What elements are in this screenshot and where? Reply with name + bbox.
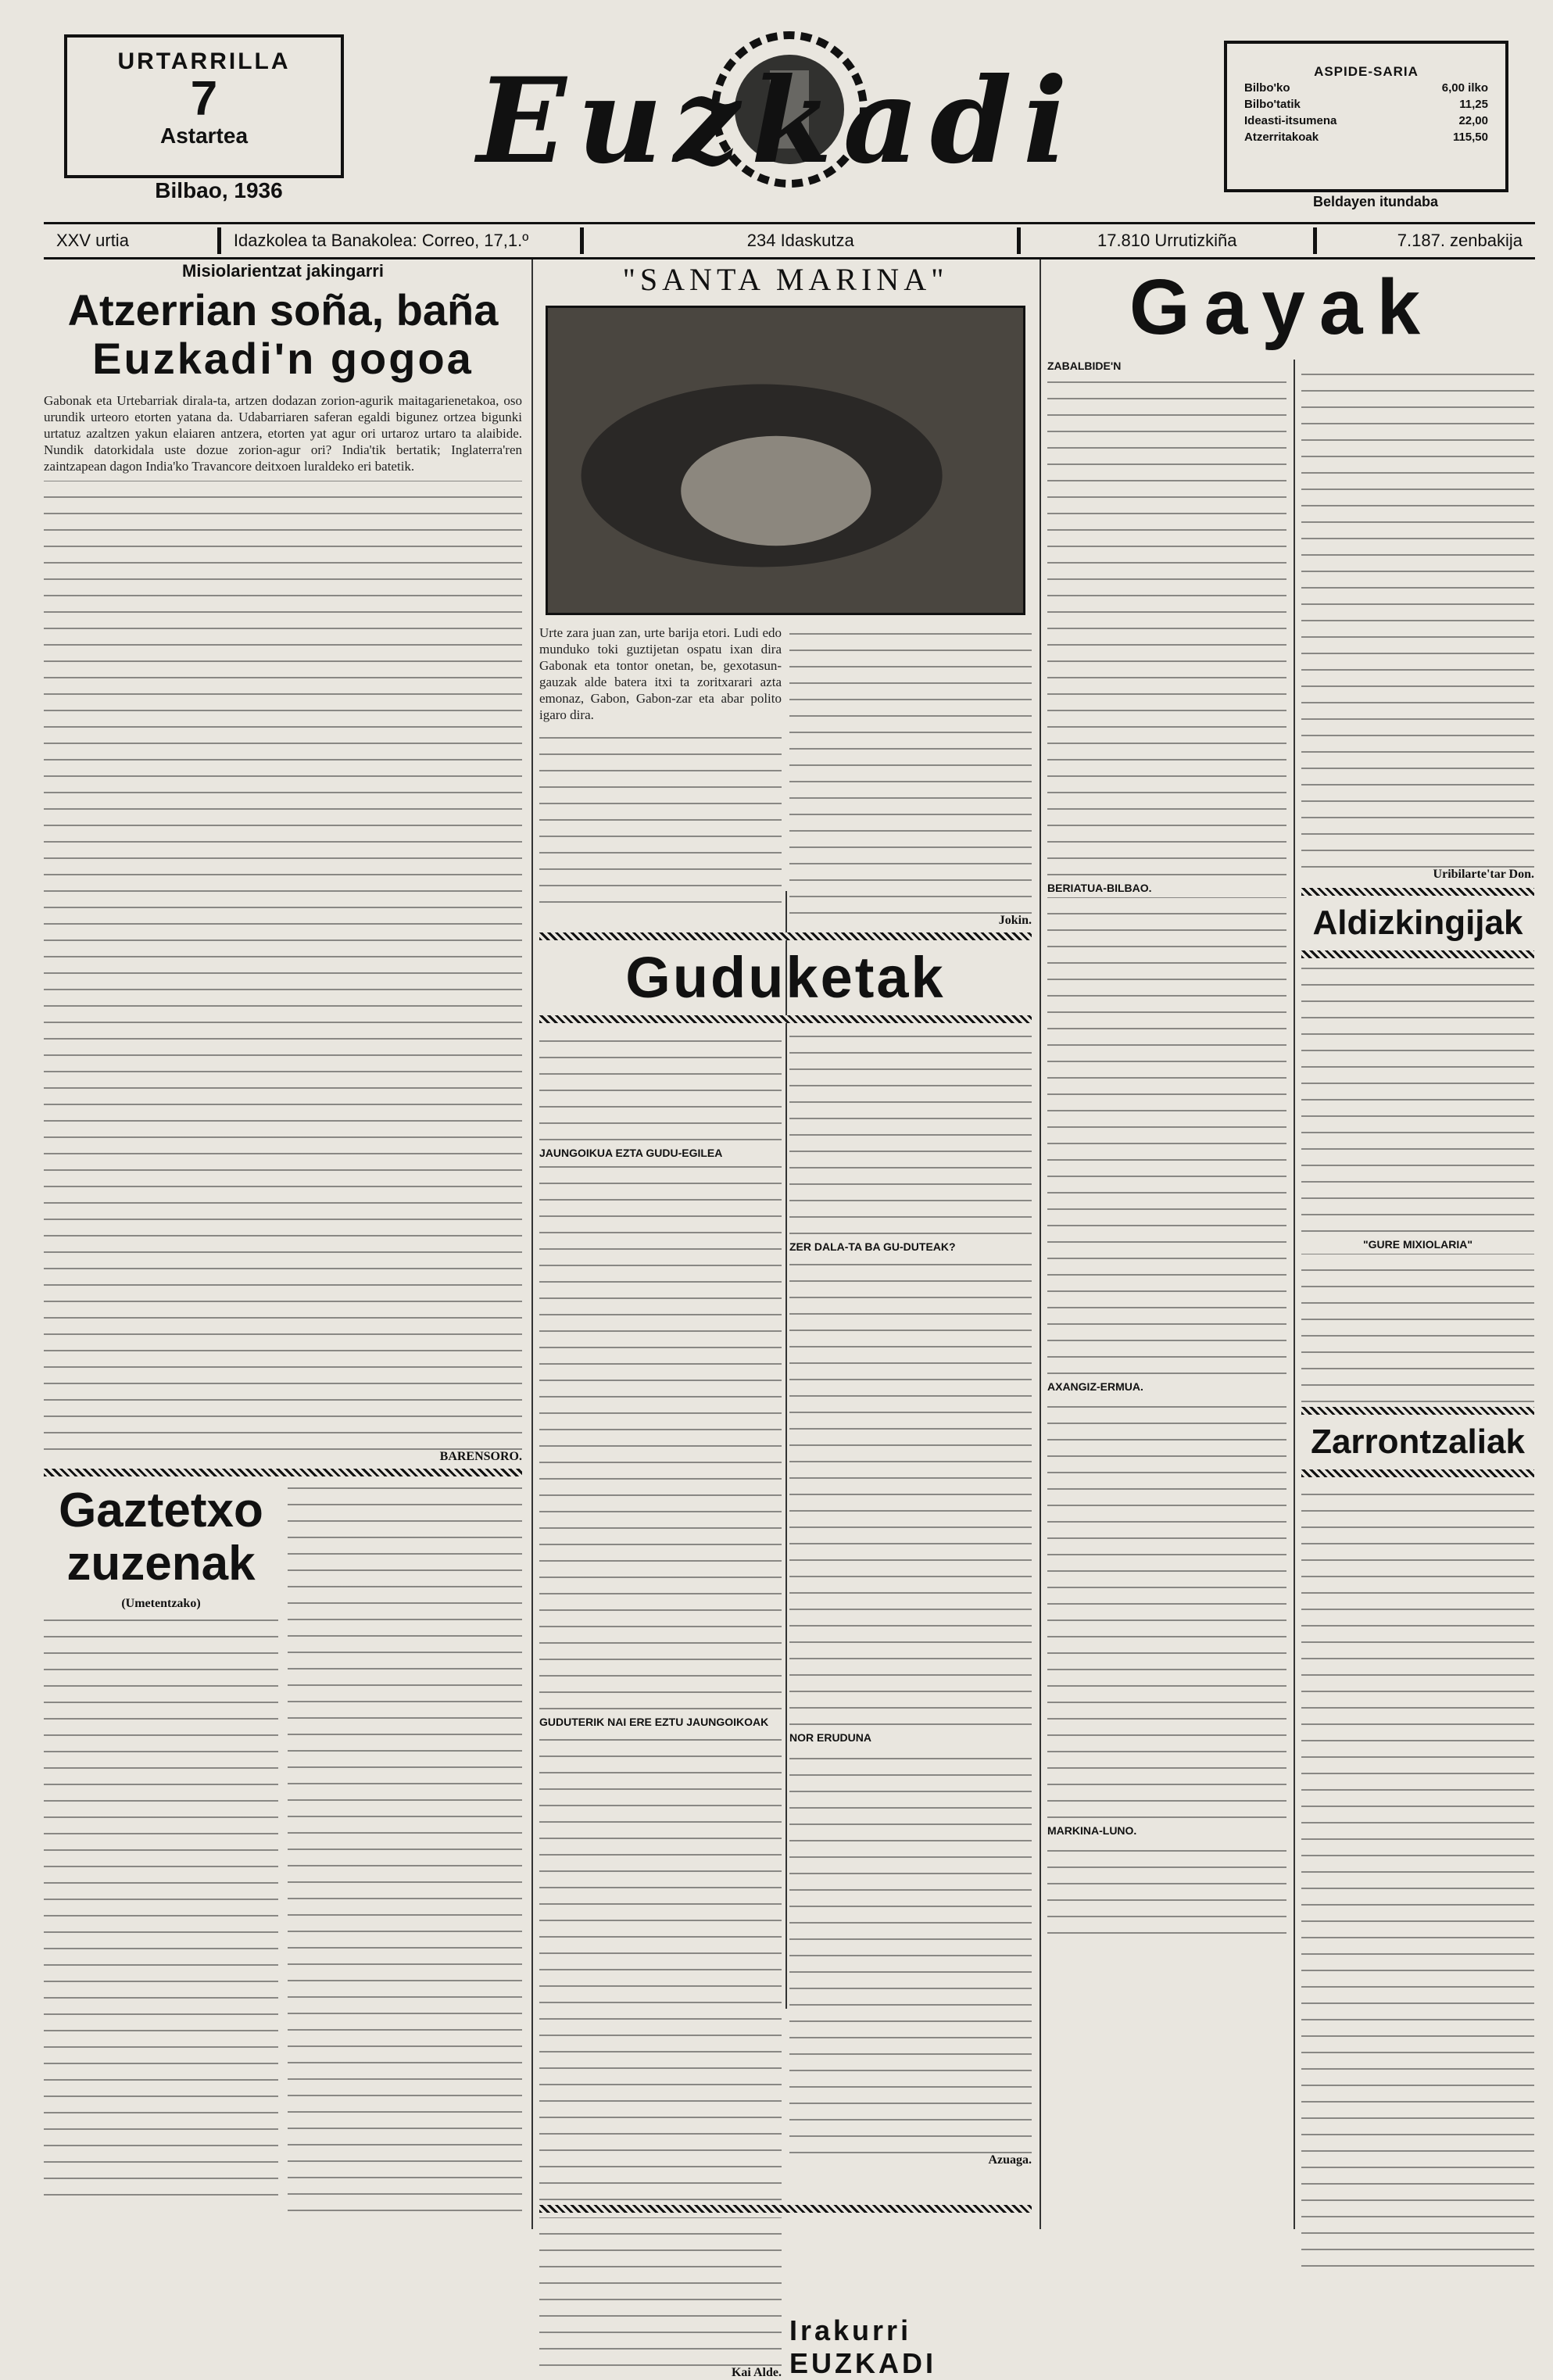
info-pages: 234 Idaskutza: [584, 227, 1021, 254]
article-text-block: [44, 481, 522, 1450]
signature: Kai Alde.: [731, 2366, 782, 2379]
article-text-block: [1047, 1396, 1286, 1818]
article-text-block: [789, 1256, 1032, 1725]
article-text-block: [288, 1484, 522, 2211]
price-value: 22,00: [1458, 114, 1488, 127]
divider: [539, 932, 1032, 940]
divider: [1301, 950, 1534, 958]
headline: Aldizkingijak: [1312, 904, 1523, 942]
price-row: [1227, 80, 1505, 96]
photo-image: [548, 308, 1023, 613]
divider: [1301, 1407, 1534, 1415]
divider: [1301, 1469, 1534, 1477]
price-label: Atzerritakoak: [1244, 131, 1319, 144]
info-issue: 17.810 Urrutizkiña: [1021, 227, 1317, 254]
price-value: 11,25: [1459, 98, 1488, 111]
article-text-block: [539, 1731, 782, 2200]
signature: Azuaga.: [988, 2153, 1032, 2167]
article-text: Gabonak eta Urtebarriak dirala-ta, artzen dodazan zorion-agurik maitagarienetakoa, oso urundik urteoro etorten yatana da. Udabarriaren saferan egaldi bigunez ortzea bigunki urtatuz azaltzen yakun elaiaren antzera, etorten yat agur ori urtaroz urtaro ta alaibide. Nundik datorkidala uste dozue zorion-agur ori? India'tik bertatik; Inglaterra'ren zaintzapean dagon India'ko Travancore deitxoen luraldeko eri batetik.: [44, 393, 522, 474]
price-row: [1227, 113, 1505, 129]
date-month: URTARRILLA: [117, 48, 291, 74]
kicker: GUDUTERIK NAI ERE EZTU JAUNGOIKOAK: [539, 1716, 769, 1728]
article-text-block: [539, 2217, 782, 2366]
article-text-block: [1047, 897, 1286, 1374]
column-rule: [531, 259, 533, 2229]
article-text-block: [1301, 966, 1534, 1232]
headline: "SANTA MARINA": [622, 262, 949, 297]
signature: BARENSORO.: [439, 1450, 522, 1463]
article-text-block: [1047, 1840, 1286, 1934]
kicker: ZABALBIDE'N: [1047, 360, 1122, 372]
info-address: Idazkolea ta Banakolea: Correo, 17,1.º: [221, 227, 584, 254]
headline: Gaztetxo: [59, 1483, 263, 1537]
price-value: 6,00 ilko: [1441, 81, 1488, 95]
kicker: "GURE MIXIOLARIA": [1362, 1238, 1473, 1251]
date-day: 7: [190, 72, 218, 126]
headline: Euzkadi'n gogoa: [92, 334, 474, 383]
info-number: 7.187. zenbakija: [1397, 231, 1523, 250]
article-text-block: [539, 723, 782, 903]
price-row: [1227, 129, 1505, 145]
price-row: [1227, 96, 1505, 113]
price-title: ASPIDE-SARIA: [1314, 64, 1419, 79]
article-text-block: [789, 1747, 1032, 2153]
subheadline: (Umetentzako): [121, 1597, 201, 1610]
headline: Atzerrian soña, baña: [67, 285, 499, 335]
kicker: JAUNGOIKUA EZTA GUDU-EGILEA: [539, 1147, 723, 1159]
article-text-block: [1301, 1485, 1534, 2267]
info-year: XXV urtia: [44, 227, 221, 254]
price-label: Bilbo'ko: [1244, 81, 1290, 95]
article-text-block: [789, 1031, 1032, 1234]
column-rule: [1040, 259, 1041, 2229]
masthead-title: Euzkadi: [477, 52, 1079, 190]
place-year: Bilbao, 1936: [155, 178, 283, 202]
divider: [539, 2205, 1032, 2213]
article-text-block: [539, 1162, 782, 1709]
info-bar: [44, 222, 1535, 259]
article-text-block: [1301, 360, 1534, 868]
headline: Zarrontzaliak: [1311, 1423, 1525, 1461]
kicker: NOR ERUDUNA: [789, 1731, 871, 1744]
signature: Jokin.: [998, 914, 1032, 927]
column-2: [539, 261, 1032, 2380]
divider: [44, 1469, 522, 1476]
kicker: ZER DALA-TA BA GU-DUTEAK?: [789, 1240, 956, 1253]
article-text-block: [539, 1031, 782, 1140]
kicker: MARKINA-LUNO.: [1047, 1824, 1137, 1837]
headline: zuzenak: [66, 1537, 256, 1591]
price-label: Ideasti-itsumena: [1244, 114, 1337, 127]
signature: Uribilarte'tar Don.: [1433, 868, 1534, 881]
advertisement: Irakurri EUZKADI: [789, 2314, 936, 2379]
photo-caption: Urte zara juan zan, urte barija etori. Ludi edo munduko toki guztijetan ospatu ixan dira Gabonak eta tontor onetan, be, gexotasun-gauzak alde batera itxi ta zoritxarari azta emonaz, Gabon, Gabon-zar eta abar polito igaro dira.: [539, 625, 782, 722]
kicker: Misiolarientzat jakingarri: [182, 261, 384, 281]
price-box: [1224, 41, 1508, 192]
kicker: AXANGIZ-ERMUA.: [1047, 1380, 1143, 1393]
headline: Gayak: [1129, 263, 1435, 351]
column-4: [1301, 360, 1534, 2267]
article-text-block: [44, 1617, 278, 2196]
column-rule: [1294, 360, 1295, 2229]
date-box: [64, 34, 344, 178]
column-1: [44, 261, 522, 2211]
article-text-block: [1301, 1254, 1534, 1402]
article-text-block: [1047, 375, 1286, 875]
photo: [546, 306, 1025, 615]
article-text-block: [789, 625, 1032, 914]
divider: [1301, 888, 1534, 896]
divider: [539, 1015, 1032, 1023]
date-weekday: Astartea: [159, 123, 249, 148]
headline: Guduketak: [625, 945, 946, 1010]
kicker: BERIATUA-BILBAO.: [1047, 882, 1152, 894]
masthead: [438, 23, 1118, 219]
price-label: Bilbo'tatik: [1244, 98, 1301, 111]
price-value: 115,50: [1452, 131, 1488, 144]
price-note: Beldayen itundaba: [1313, 194, 1439, 209]
